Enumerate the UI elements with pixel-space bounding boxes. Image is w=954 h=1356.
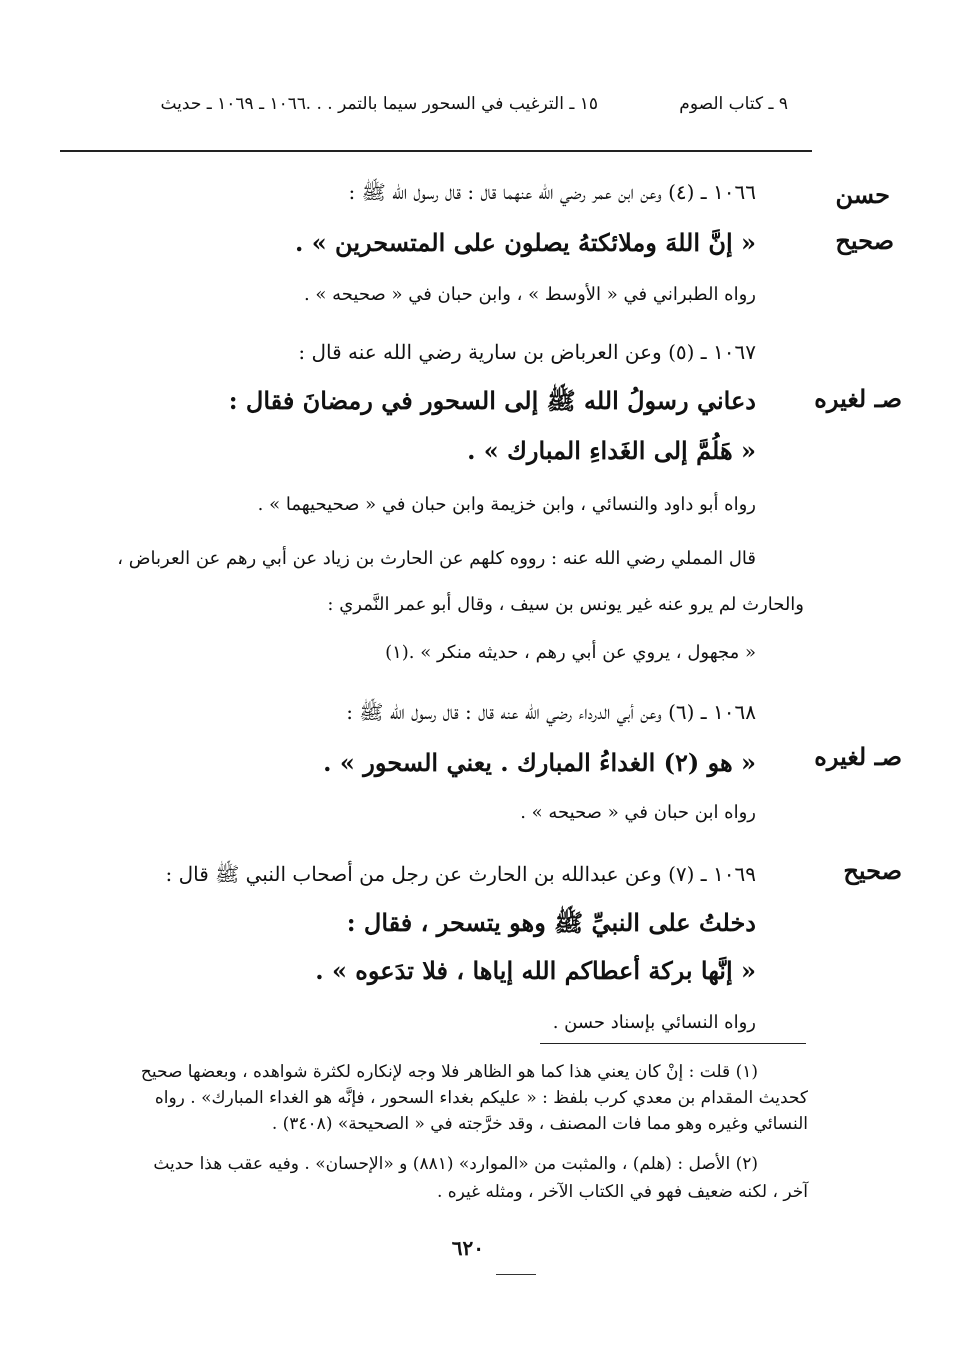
hadith-1067-text-2: « هَلُمَّ إلى الغَداءِ المبارك » . [467,436,756,465]
hadith-1066-text: « إنَّ اللهَ وملائكتهُ يصلون على المتسحرين » . [294,228,756,257]
header-hadith-range: ١٠٦٦ ـ ١٠٦٩ ـ حديث [160,94,306,114]
hadith-1067-text-1: دعاني رسولُ الله ﷺ إلى السحور في رمضانَ فقال : [228,386,756,415]
hadith-1067-note-2: والحارث لم يرو عنه غير يونس بن سيف ، وقال أبو عمر النَّمري : [327,594,804,615]
hadith-1067-intro: ١٠٦٧ ـ (٥) وعن العرباض بن سارية رضي الله عنه قال : [298,340,756,364]
hadith-1068-intro: ١٠٦٨ ـ (٦) وعن أبي الدرداء رضي الله عنه قال : قال رسول الله ﷺ : [346,700,756,724]
grade-1066-hasan: حسن [835,180,890,209]
header-chapter-title: ١٥ ـ الترغيب في السحور سيما بالتمر . . . [305,94,598,114]
hadith-1066-source: رواه الطبراني في « الأوسط » ، وابن حبان في « صحيحه » . [303,284,756,305]
hadith-1069-text-1: دخلتُ على النبيِّ ﷺ وهو يتسحر ، فقال : [346,908,756,937]
grade-1066-sahih: صحيح [835,226,894,255]
hadith-1067-source: رواه أبو داود والنسائي ، وابن خزيمة وابن حبان في « صحيحيهما » . [257,494,756,515]
hadith-1069-text-2: « إنَّها بركة أعطاكم الله إياها ، فلا تدَعوه » . [315,956,756,985]
footnote-1-line-3: النسائي وغيره وهو مما فات المصنف ، وقد خرَّجته في « الصحيحة» (٣٤٠٨) . [271,1114,808,1134]
hadith-1066-intro: ١٠٦٦ ـ (٤) وعن ابن عمر رضي الله عنهما قال : قال رسول الله ﷺ : [348,180,756,204]
page-number: ٦٢٠ [451,1236,484,1260]
grade-1068: صـ لغيره [814,742,902,771]
hadith-1069-source: رواه النسائي بإسناد حسن . [552,1012,756,1033]
footnote-1-line-1: (١) قلت : إنْ كان يعني هذا كما هو الظاهر فلا وجه لإنكاره لكثرة شواهده ، وبعضها صحيح [140,1062,758,1082]
hadith-1067-note-1: قال المملي رضي الله عنه : رووه كلهم عن الحارث بن زياد عن أبي رهم عن العرباض ، [117,548,756,569]
hadith-1068-source: رواه ابن حبان في « صحيحه » . [520,802,756,823]
grade-1067: صـ لغيره [814,384,902,413]
footnote-1-line-2: كحديث المقدام بن معدي كرب بلفظ : « عليكم بغداء السحور ، فإنَّه هو الغداء المبارك» . رواه [154,1088,808,1108]
footnote-2-line-2: آخر ، لكنه ضعيف فهو في الكتاب الآخر ، ومثله غيره . [436,1182,808,1202]
header-book-title: ٩ ـ كتاب الصوم [679,94,788,114]
hadith-1067-note-3: « مجهول ، يروي عن أبي رهم ، حديثه منكر » .(١) [385,642,756,663]
hadith-1069-intro: ١٠٦٩ ـ (٧) وعن عبدالله بن الحارث عن رجل من أصحاب النبي ﷺ قال : [165,862,756,886]
header-divider [60,150,812,152]
page-bottom-rule [496,1274,536,1275]
footnote-2-line-1: (٢) الأصل : (هلم) ، والمثبت من «الموارد» (٨٨١) و «الإحسان» . وفيه عقب هذا حديث [153,1154,758,1174]
hadith-1068-text: « هو (٢) الغداءُ المبارك . يعني السحور » . [323,748,756,777]
footnote-divider [540,1043,806,1044]
grade-1069: صحيح [843,856,902,885]
